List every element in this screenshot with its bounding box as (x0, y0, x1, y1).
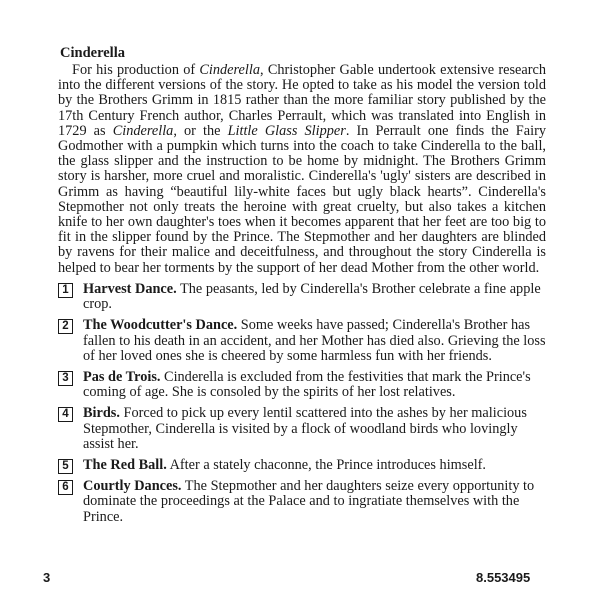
track-number-box: 1 (58, 283, 73, 298)
track-number-box: 5 (58, 459, 73, 474)
section-title: Cinderella (60, 45, 125, 61)
track-description: The Stepmother and her daughters seize every opportunity to dominate the proceedings at the Palace and to ingratiate themselves with the Prince. (83, 478, 535, 525)
track-number-box: 2 (58, 319, 73, 334)
intro-text-3: , or the (173, 122, 228, 139)
track-item (58, 458, 548, 473)
track-number-box: 6 (58, 480, 73, 495)
intro-italic-3: Little Glass Slipper (227, 122, 346, 139)
track-title: The Red Ball. (83, 457, 167, 474)
track-item (58, 479, 548, 525)
track-item (58, 406, 548, 452)
track-item (58, 318, 548, 364)
track-title: Harvest Dance. (83, 281, 177, 297)
intro-paragraph (58, 63, 546, 276)
track-number-box: 3 (58, 371, 73, 386)
track-description: Forced to pick up every lentil scattered into the ashes by her malicious Stepmother, Cinderella is visited by a flock of woodland birds who lovingly assist her. (83, 405, 527, 452)
track-title: Courtly Dances. (83, 478, 182, 495)
track-title: Pas de Trois. (83, 369, 161, 386)
track-description: After a stately chaconne, the Prince introduces himself. (166, 457, 487, 474)
track-title: The Woodcutter's Dance. (83, 317, 238, 334)
track-number-box: 4 (58, 407, 73, 422)
track-description: Cinderella is excluded from the festivities that mark the Prince's coming of age. She is consoled by the spirits of her lost relatives. (83, 369, 531, 401)
intro-text-2: , Christopher Gable undertook extensive research into the different versions of the story. He opted to take as his model the version told by the Brothers Grimm in 1815 rather than the more familiar story published by the 17th Century French author, Charles Perrault, which was translated into English in 1729 as (58, 62, 546, 139)
intro-text-4: . In Perrault one finds the Fairy Godmother with a pumpkin which turns into the coach to take Cinderella to the ball, the glass slipper and the instruction to be home by midnight. The Brothers Grimm story is harsher, more cruel and moralistic. Cinderella's 'ugly' sisters are described in Grimm as having “beautiful lily-white faces but ugly black hearts”. Cinderella's Stepmother not only treats the heroine with great cruelty, but also takes a kitchen knife to her own daughter's toes when it becomes apparent that her feet are too big to fit in the slipper found by the Prince. The Stepmother and her daughters are blinded by ravens for their malice and deceitfulness, and throughout the story Cinderella is helped to bear her torments by the support of her dead Mother from the other world. (58, 122, 546, 276)
track-list (58, 282, 548, 531)
track-item (58, 370, 548, 400)
intro-italic-1: Cinderella (199, 62, 260, 78)
track-description: Some weeks have passed; Cinderella's Brother has fallen to his death in an accident, and her Mother has died also. Grieving the loss of her loved ones she is cheered by some harmless fun with her friends. (83, 317, 546, 364)
catalog-number: 8.553495 (476, 570, 531, 585)
track-item (58, 282, 548, 312)
track-title: Birds. (83, 405, 120, 422)
page-number: 3 (43, 570, 51, 585)
intro-italic-2: Cinderella (112, 122, 174, 139)
track-description: The peasants, led by Cinderella's Brother celebrate a fine apple crop. (83, 281, 541, 313)
intro-text-1: For his production of (72, 62, 200, 78)
